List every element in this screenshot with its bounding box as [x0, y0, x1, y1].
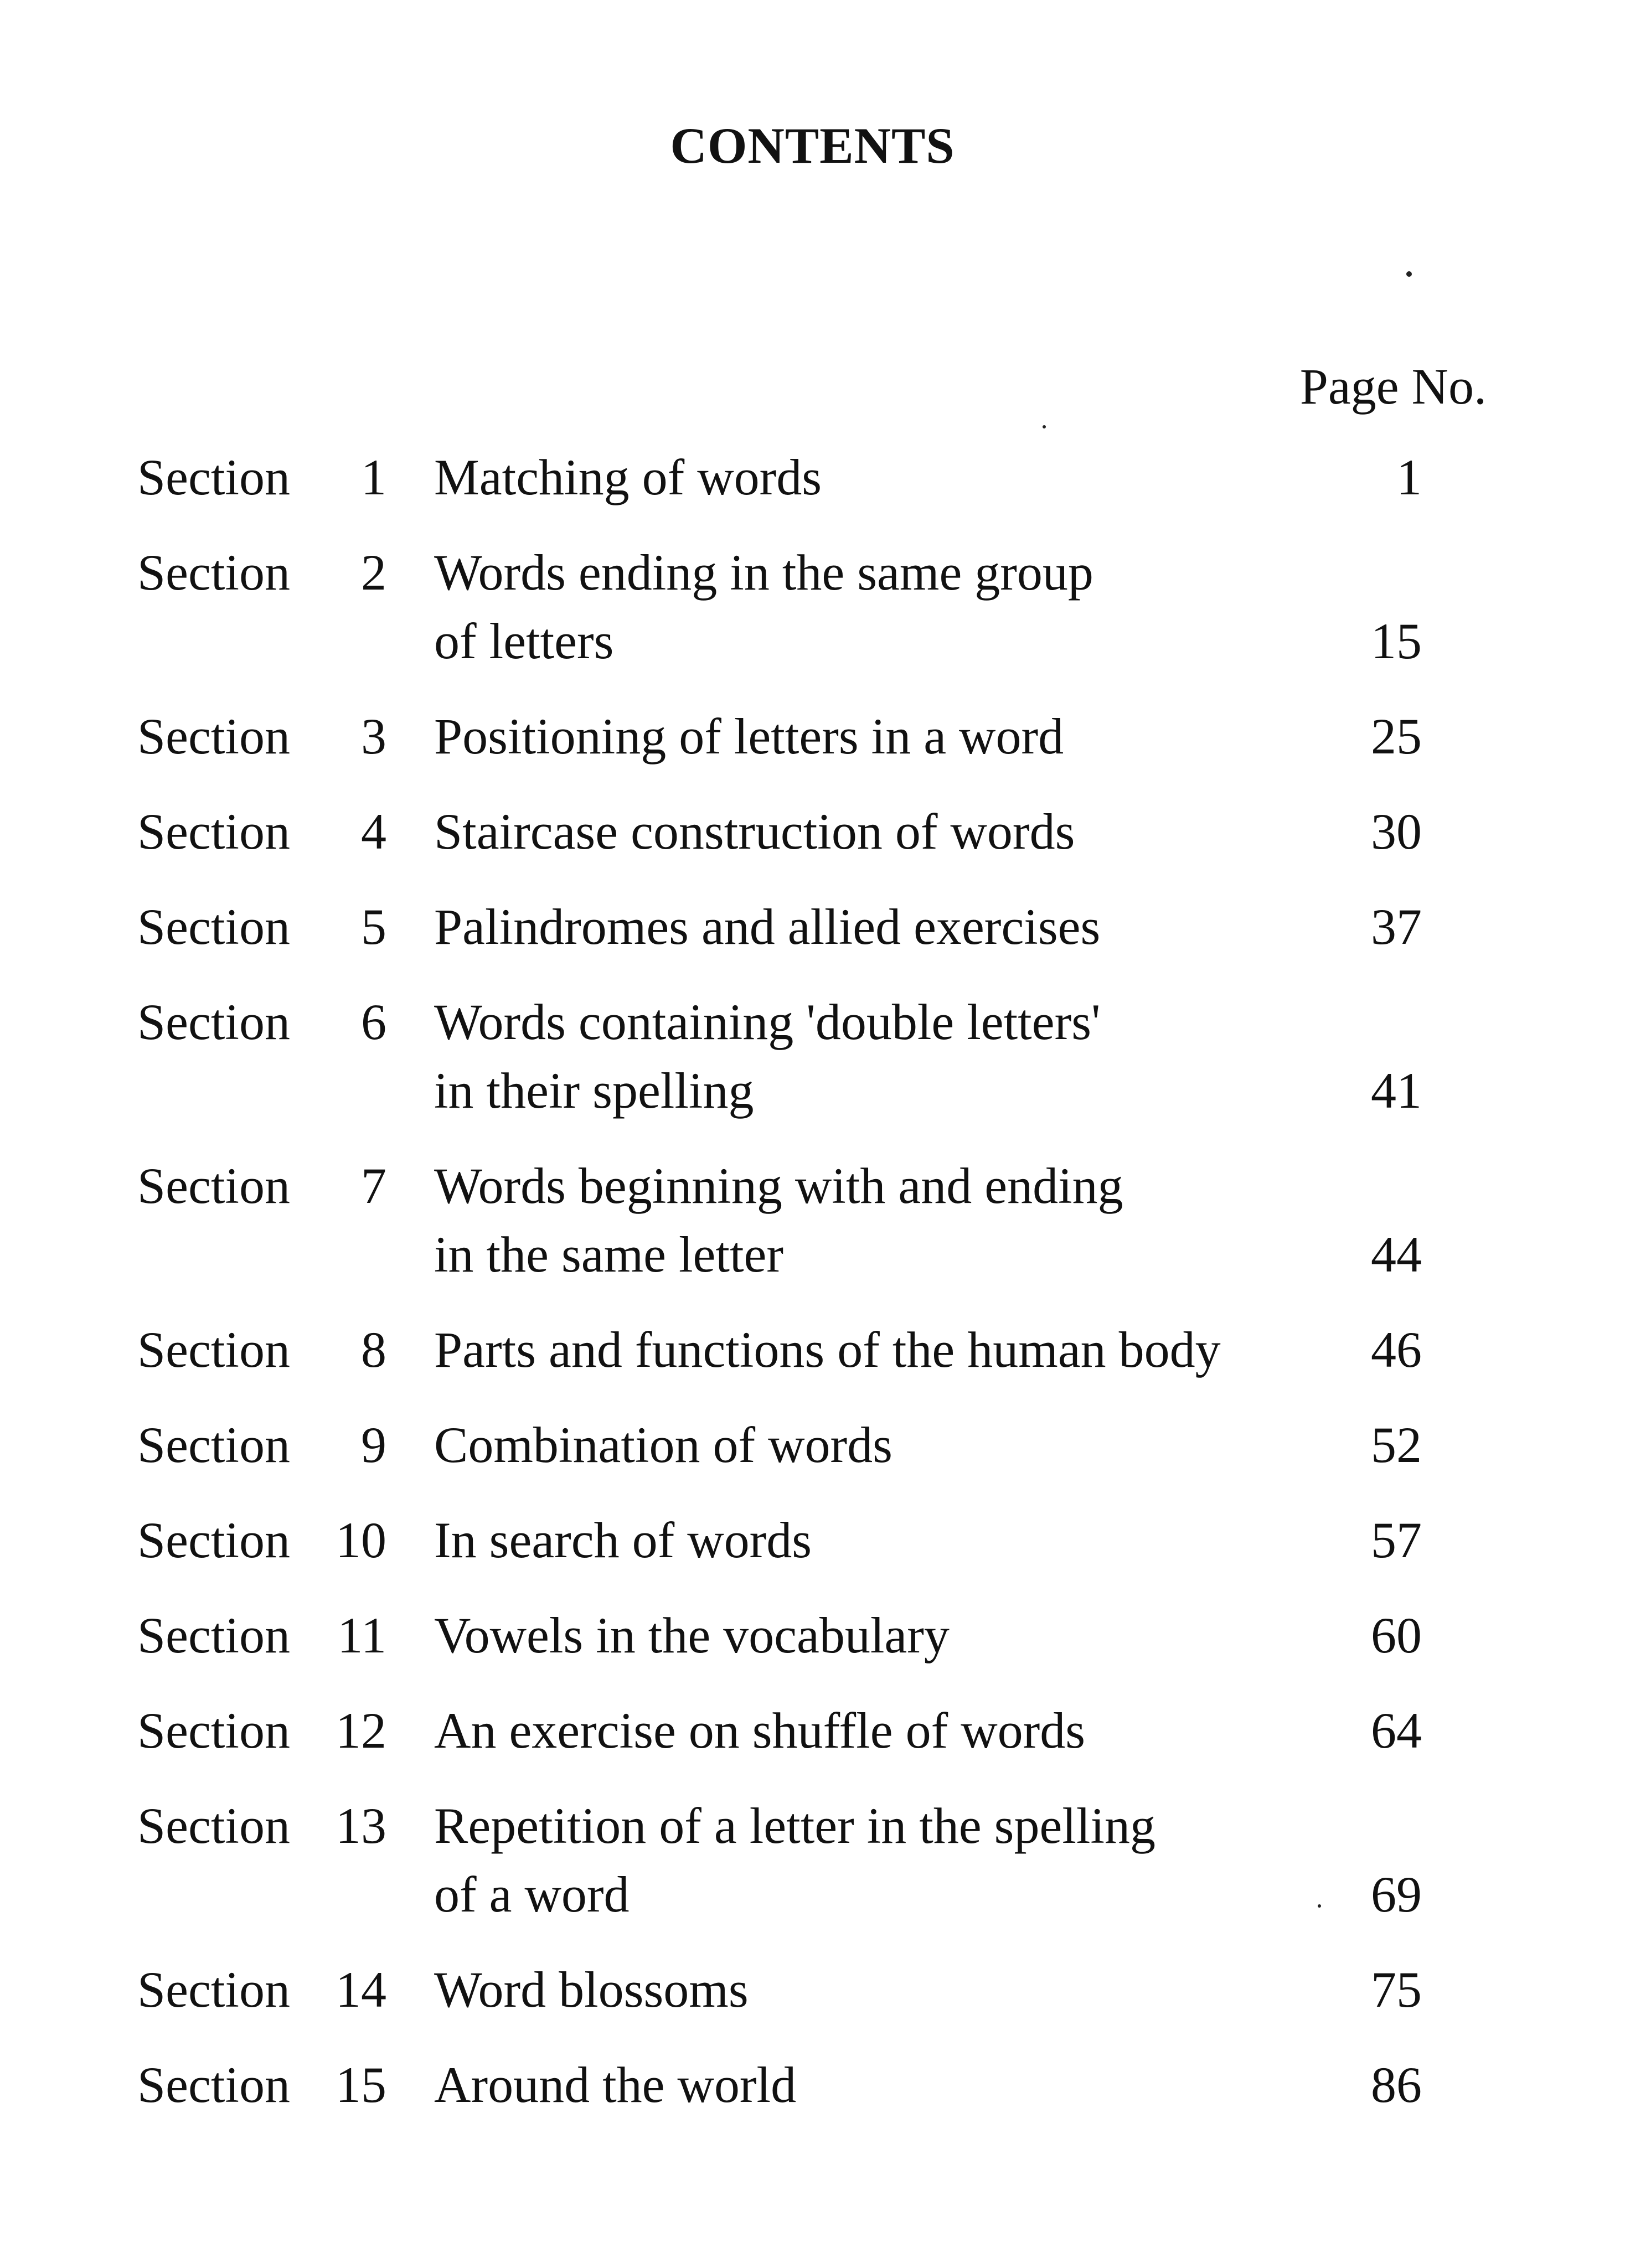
section-label: Section [137, 994, 290, 1050]
section-page-number: 30 [1371, 803, 1422, 860]
section-title: Vowels in the vocabulary [434, 1607, 950, 1663]
section-page-number: 1 [1396, 449, 1422, 505]
section-title [434, 1151, 1123, 1289]
section-page-number: 57 [1371, 1512, 1422, 1568]
section-title-line-1: Repetition of a letter in the spelling [434, 1797, 1156, 1854]
section-label: Section [137, 1512, 290, 1568]
section-page-number: 37 [1371, 898, 1422, 955]
section-title: Word blossoms [434, 1961, 749, 2018]
print-speck [1043, 425, 1046, 428]
section-page-number: 86 [1371, 2057, 1422, 2113]
section-label: Section [137, 1607, 290, 1663]
section-number: 3 [361, 708, 386, 764]
section-title: Combination of words [434, 1417, 893, 1473]
section-title: In search of words [434, 1512, 812, 1568]
toc-entry[interactable] [137, 1696, 1488, 1791]
section-number: 14 [336, 1961, 386, 2018]
section-page-number: 64 [1371, 1702, 1422, 1759]
section-label: Section [137, 449, 290, 505]
section-title-line-2: of letters [434, 613, 614, 669]
section-label: Section [137, 803, 290, 860]
section-page-number: 60 [1371, 1607, 1422, 1663]
section-page-number: 75 [1371, 1961, 1422, 2018]
section-title [434, 538, 1093, 675]
section-title-line-2: in their spelling [434, 1062, 754, 1119]
page-no-header: Page No. [1299, 358, 1487, 415]
page-title: CONTENTS [670, 117, 955, 174]
section-number: 5 [361, 898, 386, 955]
toc-entry[interactable] [137, 443, 1488, 538]
section-title-line-1: Words beginning with and ending [434, 1158, 1123, 1214]
section-label: Section [137, 708, 290, 764]
section-number: 4 [361, 803, 386, 860]
section-title: Matching of words [434, 449, 822, 505]
section-title [434, 988, 1101, 1125]
section-title: Staircase construction of words [434, 803, 1075, 860]
section-label: Section [137, 898, 290, 955]
section-label: Section [137, 1702, 290, 1759]
section-number: 12 [336, 1702, 386, 1759]
section-page-number: 46 [1371, 1321, 1422, 1378]
section-title: Around the world [434, 2057, 797, 2113]
section-title-line-1: Words ending in the same group [434, 544, 1093, 601]
section-number: 10 [336, 1512, 386, 1568]
section-page-number: 52 [1371, 1417, 1422, 1473]
toc-entry[interactable] [137, 1411, 1488, 1506]
section-label: Section [137, 1797, 290, 1854]
toc-entry[interactable] [137, 702, 1488, 797]
section-title: Parts and functions of the human body [434, 1321, 1221, 1378]
section-number: 2 [361, 544, 386, 601]
section-title: Palindromes and allied exercises [434, 898, 1101, 955]
section-label: Section [137, 1961, 290, 2018]
toc-entry[interactable] [137, 1791, 1488, 1955]
section-page-number: 25 [1371, 708, 1422, 764]
section-number: 6 [361, 994, 386, 1050]
toc-entry[interactable] [137, 797, 1488, 892]
section-title [434, 1791, 1155, 1929]
section-title-line-1: Words containing 'double letters' [434, 994, 1101, 1050]
section-page-number: 69 [1371, 1866, 1422, 1923]
toc-entry[interactable] [137, 892, 1488, 988]
print-speck [1406, 271, 1412, 277]
section-label: Section [137, 1321, 290, 1378]
toc-entry[interactable] [137, 1955, 1488, 2050]
section-number: 11 [337, 1607, 386, 1663]
section-number: 15 [336, 2057, 386, 2113]
toc-entry[interactable] [137, 1506, 1488, 1601]
toc-entry[interactable] [137, 988, 1488, 1151]
toc-entry[interactable] [137, 1601, 1488, 1696]
section-label: Section [137, 544, 290, 601]
section-page-number: 41 [1371, 1062, 1422, 1119]
section-label: Section [137, 1417, 290, 1473]
section-label: Section [137, 2057, 290, 2113]
section-title: Positioning of letters in a word [434, 708, 1064, 764]
toc-entry[interactable] [137, 1315, 1488, 1411]
section-page-number: 15 [1371, 613, 1422, 669]
toc-entry[interactable] [137, 2050, 1488, 2146]
section-title-line-2: of a word [434, 1866, 630, 1923]
section-label: Section [137, 1158, 290, 1214]
section-number: 9 [361, 1417, 386, 1473]
table-of-contents [137, 443, 1488, 2146]
toc-entry[interactable] [137, 538, 1488, 702]
section-number: 1 [361, 449, 386, 505]
section-title: An exercise on shuffle of words [434, 1702, 1086, 1759]
section-number: 13 [336, 1797, 386, 1854]
section-title-line-2: in the same letter [434, 1226, 783, 1283]
toc-entry[interactable] [137, 1151, 1488, 1315]
section-number: 7 [361, 1158, 386, 1214]
section-page-number: 44 [1371, 1226, 1422, 1283]
section-number: 8 [361, 1321, 386, 1378]
